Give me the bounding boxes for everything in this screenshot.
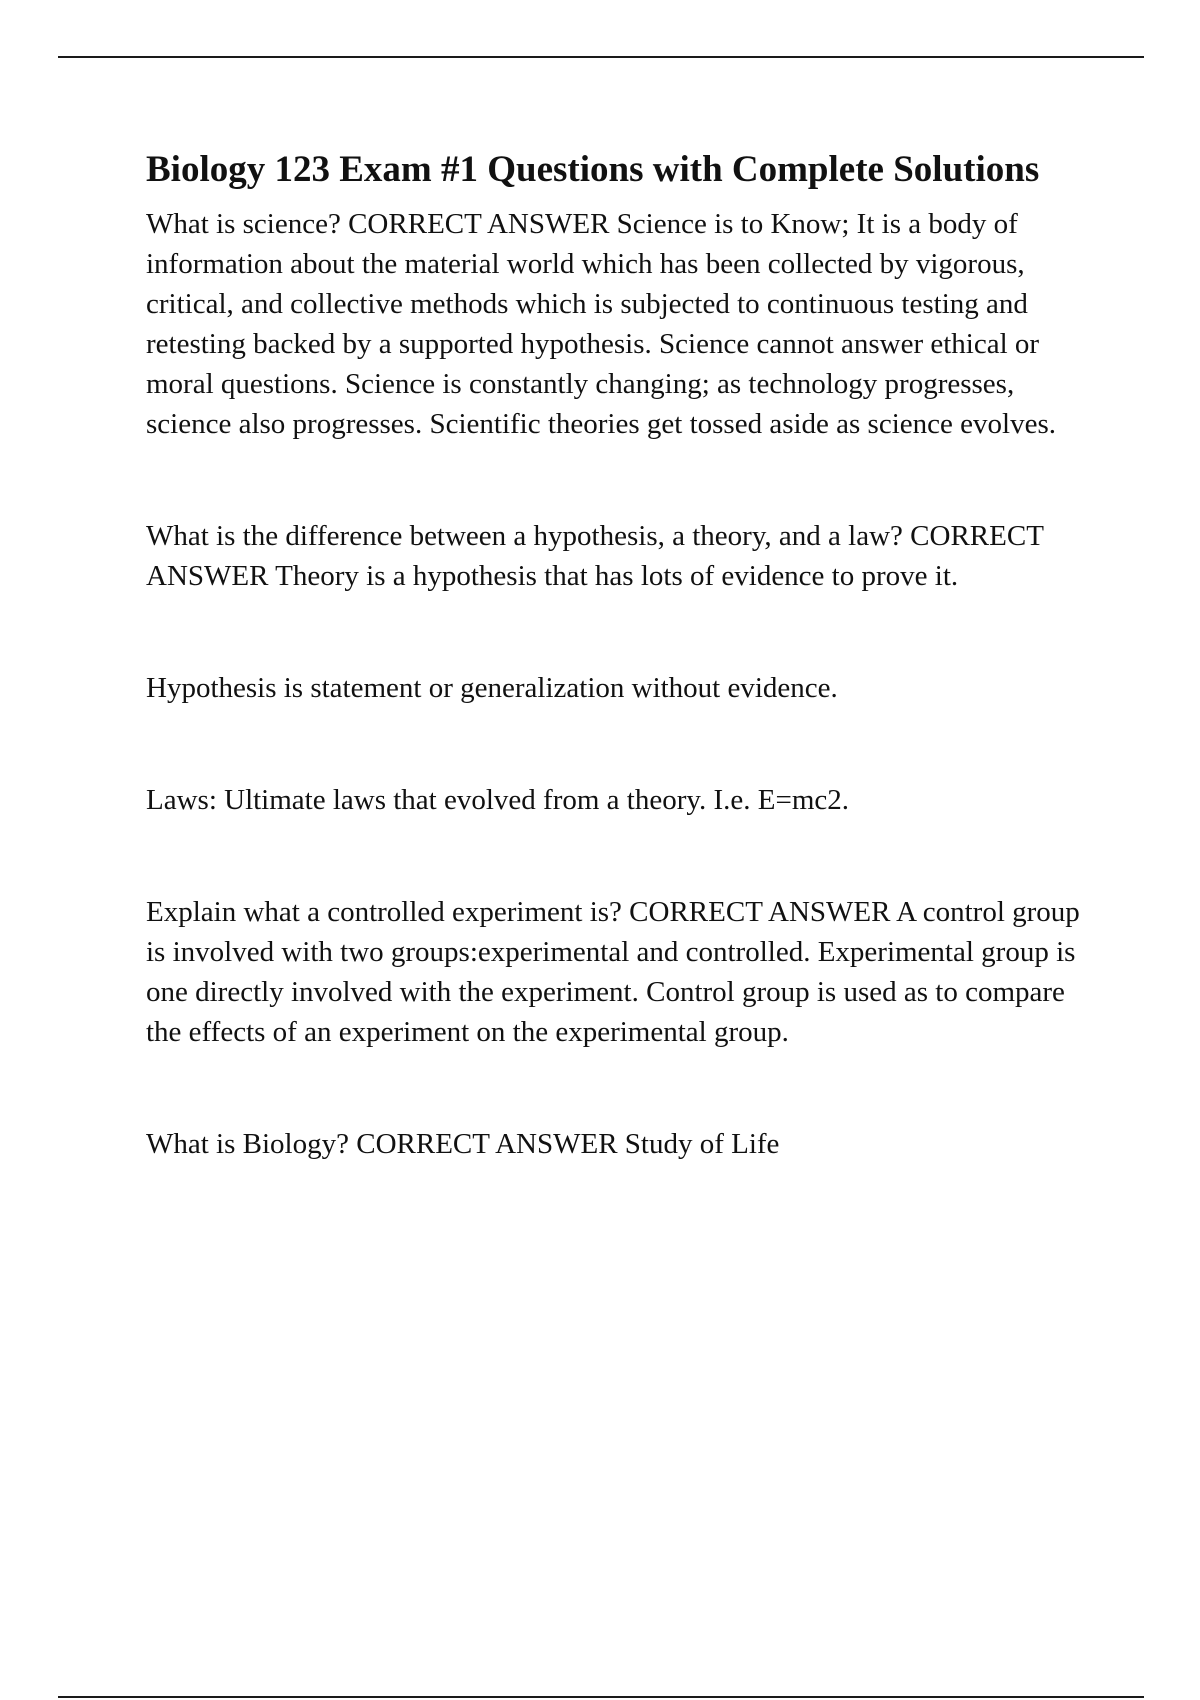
bottom-rule [58,1696,1144,1698]
document-title: Biology 123 Exam #1 Questions with Complete Solutions [146,149,1040,190]
paragraph-laws-definition: Laws: Ultimate laws that evolved from a theory. I.e. E=mc2. [146,784,850,816]
document-body [146,145,1106,1164]
paragraph-hypothesis-theory-law: What is the difference between a hypothesis, a theory, and a law? CORRECT ANSWER Theory is a hypothesis that has lots of evidence to prove it. [146,520,1044,592]
paragraph-controlled-experiment: Explain what a controlled experiment is? CORRECT ANSWER A control group is involved with two groups:experimental and controlled. Experimental group is one directly involved with the experiment. Control group is used as to compare the effects of an experiment on the experimental group. [146,896,1080,1048]
top-rule [58,56,1144,58]
paragraph-what-is-biology: What is Biology? CORRECT ANSWER Study of Life [146,1128,780,1160]
paragraph-what-is-science: What is science? CORRECT ANSWER Science is to Know; It is a body of information about the material world which has been collected by vigorous, critical, and collective methods which is subjected to continuous testing and retesting backed by a supported hypothesis. Science cannot answer ethical or moral questions. Science is constantly changing; as technology progresses, science also progresses. Scientific theories get tossed aside as science evolves. [146,208,1056,440]
paragraph-hypothesis-definition: Hypothesis is statement or generalization without evidence. [146,672,838,704]
